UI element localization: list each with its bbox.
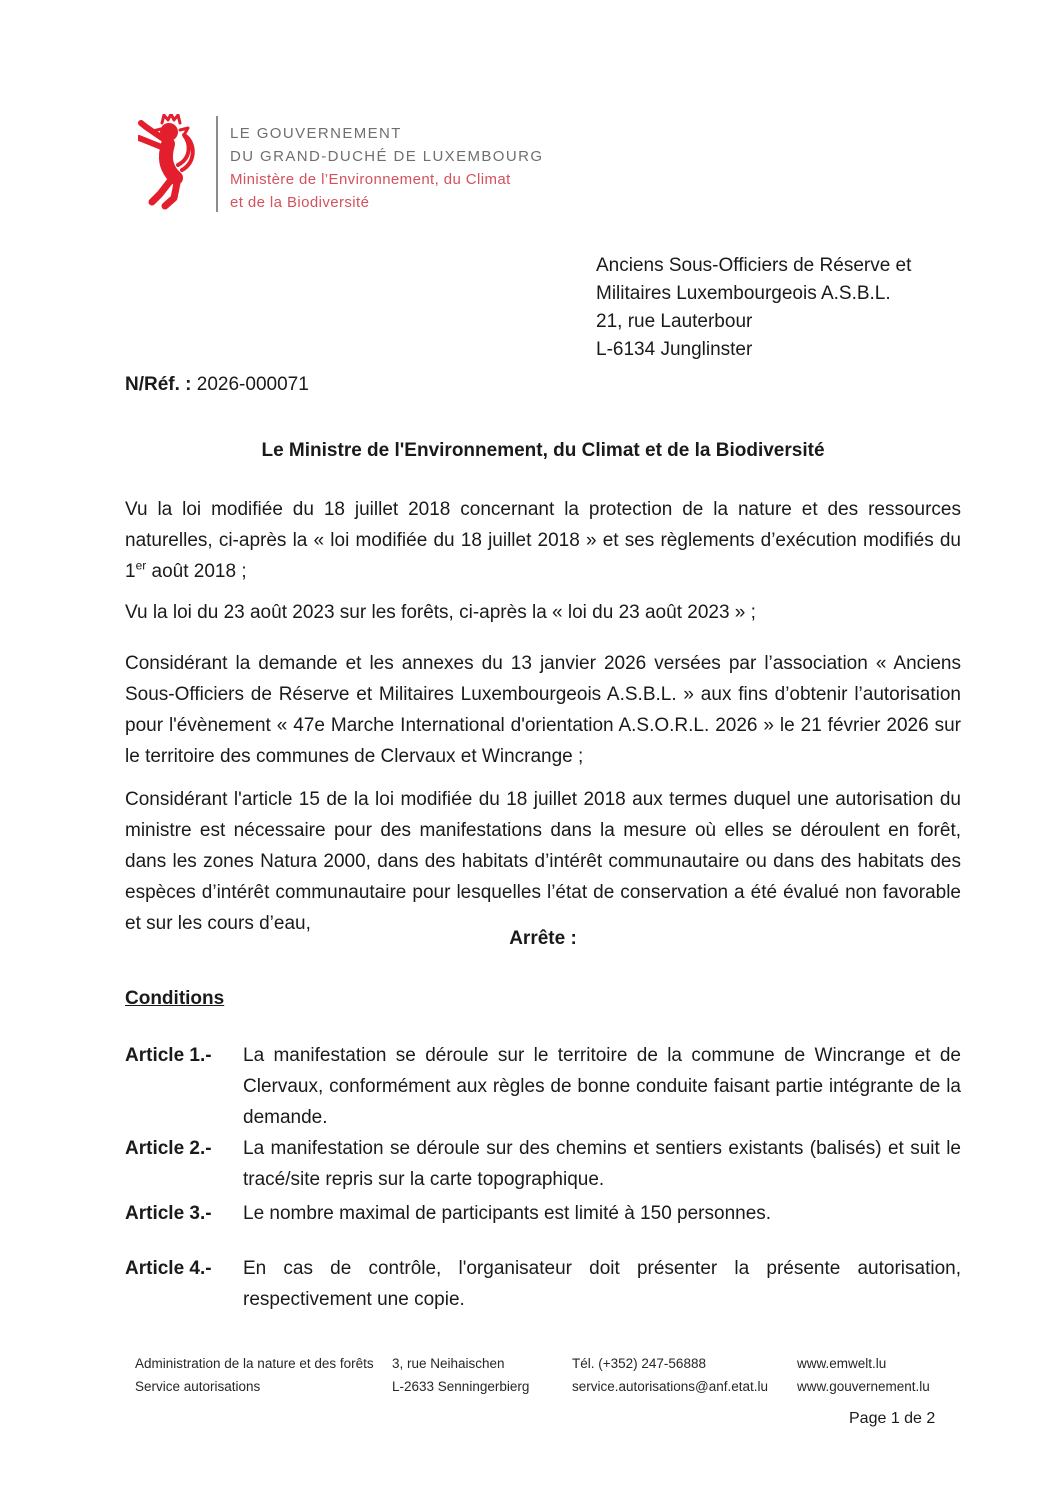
footer-phone: Tél. (+352) 247-56888 <box>572 1356 706 1371</box>
footer-contact <box>572 1352 768 1398</box>
footer-line: Service autorisations <box>135 1379 261 1394</box>
article-text: La manifestation se déroule sur le territoire de la commune de Wincrange et de Clervaux, conformément aux règles de bonne conduite faisant partie intégrante de la demande. <box>243 1045 961 1128</box>
recipient-line: 21, rue Lauterbour <box>596 311 753 332</box>
footer-address <box>392 1352 529 1398</box>
recipient-address <box>596 252 911 364</box>
superscript-er: er <box>135 558 147 573</box>
recipient-line: Anciens Sous-Officiers de Réserve et <box>596 255 912 276</box>
article-text: La manifestation se déroule sur des chemins et sentiers existants (balisés) et suit le tracé/site repris sur la carte topographique. <box>243 1138 961 1190</box>
article-text: Le nombre maximal de participants est limité à 150 personnes. <box>243 1203 772 1224</box>
document-title: Le Ministre de l'Environnement, du Climat et de la Biodiversité <box>261 440 825 461</box>
article-row <box>125 1253 961 1315</box>
footer-line: L-2633 Senningerbierg <box>392 1379 530 1394</box>
recipient-line: Militaires Luxembourgeois A.S.B.L. <box>596 283 891 304</box>
article-row <box>125 1040 961 1133</box>
article-text: En cas de contrôle, l'organisateur doit présenter la présente autorisation, respectivement une copie. <box>243 1258 961 1310</box>
reference-label: N/Réf. : <box>125 374 192 395</box>
conditions-heading: Conditions <box>125 988 225 1009</box>
footer-website: www.emwelt.lu <box>797 1356 887 1371</box>
reference-value: 2026-000071 <box>196 374 309 395</box>
ministry-name-line1: Ministère de l’Environnement, du Climat <box>230 171 511 188</box>
article-label: Article 2.- <box>125 1138 212 1159</box>
paragraph-text: août 2018 ; <box>146 561 247 582</box>
reference-line <box>125 374 309 396</box>
article-label: Article 1.- <box>125 1045 212 1066</box>
arrete-heading: Arrête : <box>509 928 577 949</box>
recipient-line: L-6134 Junglinster <box>596 339 753 360</box>
article-row <box>125 1198 961 1229</box>
footer-email: service.autorisations@anf.etat.lu <box>572 1379 769 1394</box>
footer-line: Administration de la nature et des forêts <box>135 1356 374 1371</box>
letterhead-divider <box>216 116 218 212</box>
government-name-line2: DU GRAND-DUCHÉ DE LUXEMBOURG <box>230 148 544 165</box>
paragraph-vu-loi-2023: Vu la loi du 23 août 2023 sur les forêts, ci-après la « loi du 23 août 2023 » ; <box>125 602 756 623</box>
footer-administration <box>135 1352 374 1398</box>
article-label: Article 3.- <box>125 1203 212 1224</box>
article-row <box>125 1133 961 1195</box>
letterhead-text <box>230 114 543 214</box>
paragraph-text: Vu la loi modifiée du 18 juillet 2018 concernant la protection de la nature et des ressources naturelles, ci-après la « loi modifiée du 18 juillet 2018 » et ses règlements d’exécution modifiés du 1 <box>125 499 961 582</box>
footer-line: 3, rue Neihaischen <box>392 1356 505 1371</box>
paragraph-vu-loi-2018 <box>125 494 961 587</box>
paragraph-considerant-demande: Considérant la demande et les annexes du 13 janvier 2026 versées par l’association « Anciens Sous-Officiers de Réserve et Militaires Luxembourgeois A.S.B.L. » aux fins d’obtenir l’autorisation pour l'évènement « 47e Marche International d'orientation A.S.O.R.L. 2026 » le 21 février 2026 sur le territoire des communes de Clervaux et Wincrange ; <box>125 653 961 767</box>
paragraph-considerant-article15: Considérant l'article 15 de la loi modifiée du 18 juillet 2018 aux termes duquel une autorisation du ministre est nécessaire pour des manifestations dans la mesure où elles se déroulent en forêt, dans les zones Natura 2000, dans des habitats d’intérêt communautaire ou dans des habitats des espèces d’intérêt communautaire pour lesquelles l’état de conservation a été évalué non favorable et sur les cours d’eau, <box>125 789 961 934</box>
page-number: Page 1 de 2 <box>849 1410 936 1427</box>
government-name-line1: LE GOUVERNEMENT <box>230 125 402 142</box>
footer-websites <box>797 1352 930 1398</box>
article-label: Article 4.- <box>125 1258 212 1279</box>
footer-website: www.gouvernement.lu <box>797 1379 930 1394</box>
luxembourg-lion-icon <box>138 114 200 214</box>
ministry-name-line2: et de la Biodiversité <box>230 194 370 211</box>
letterhead <box>138 114 543 214</box>
